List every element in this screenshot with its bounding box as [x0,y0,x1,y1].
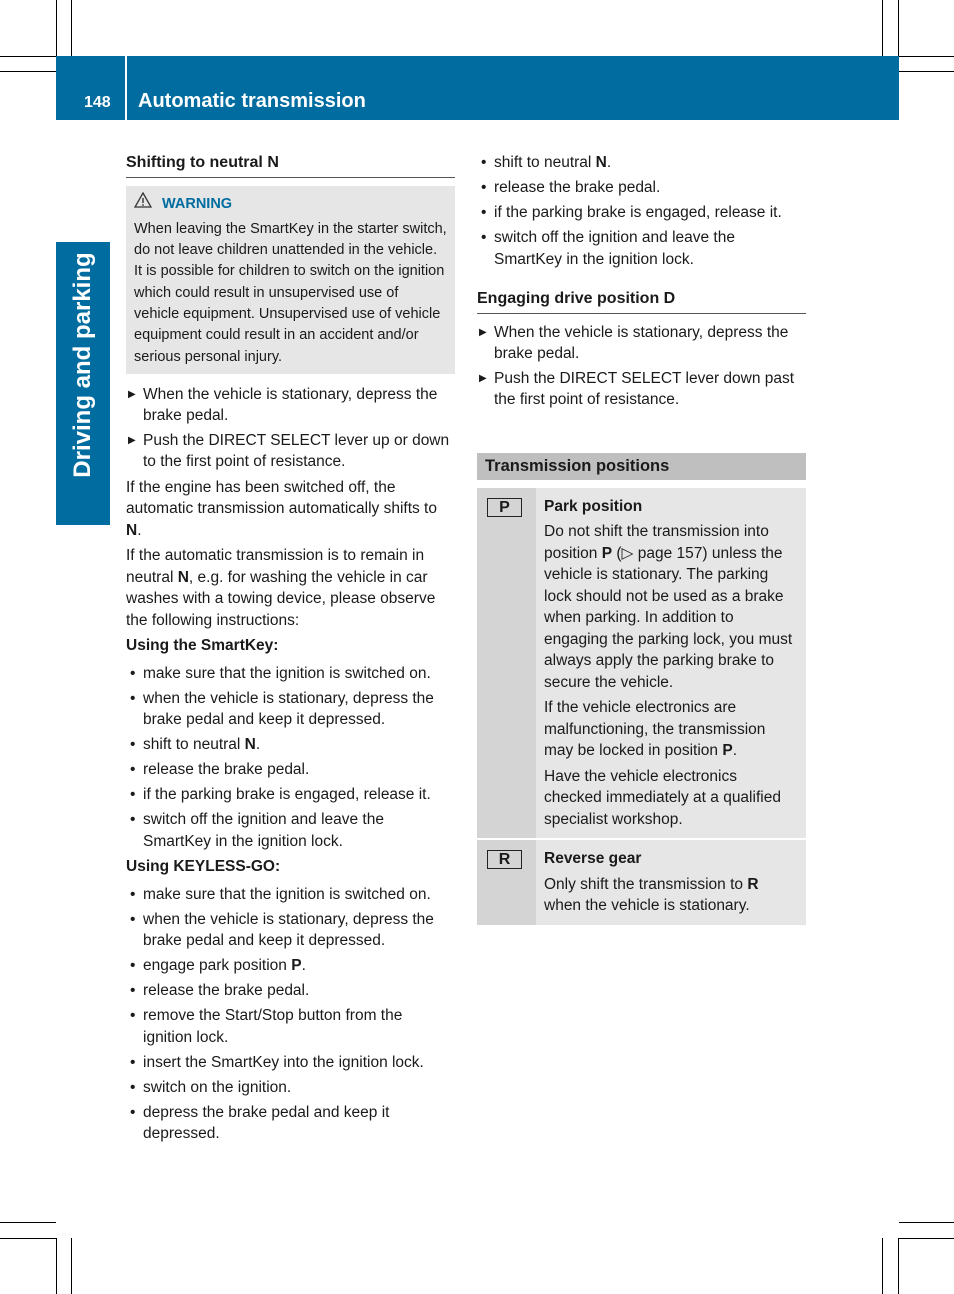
crop-mark [899,1238,954,1239]
paragraph: Do not shift the transmission into position P (▷ page 157) unless the vehicle is stationary. The parking lock should not be used as a brake when parking. In addition to engaging the parking lock, you must always apply the parking brake to secure the vehicle. [544,523,793,691]
list-item: • make sure that the ignition is switched on. [126,663,455,685]
crop-mark [0,1238,56,1239]
crop-mark [899,71,954,72]
crop-mark [898,1238,899,1294]
list-item [126,430,455,473]
gear-symbol-cell [477,488,536,839]
step-text: Push the DIRECT SELECT lever down past the first point of resistance. [494,369,795,408]
step-text: When the vehicle is stationary, depress the brake pedal. [494,323,789,362]
list-item: • depress the brake pedal and keep it depressed. [126,1102,455,1145]
crop-mark [0,71,56,72]
crop-mark [71,0,72,56]
list-item: • if the parking brake is engaged, release it. [477,202,806,224]
crop-mark [899,1222,954,1223]
crop-mark [898,0,899,56]
left-column [126,152,455,1149]
crop-mark [0,56,56,57]
crop-mark [899,56,954,57]
paragraph: Only shift the transmission to R when the vehicle is stationary. [544,875,759,914]
gear-symbol-cell [477,840,536,925]
reverse-symbol: R [487,850,522,869]
table-cell [536,840,806,925]
arrow-right-icon: ▶ [128,434,136,446]
list-item: • engage park position P. [126,955,455,977]
paragraph: If the automatic transmission is to remain in neutral N, e.g. for washing the vehicle in car washes with a towing device, please observe the following instructions: [126,547,436,629]
list-item: • shift to neutral N. [477,152,806,174]
paragraph: If the vehicle electronics are malfunctioning, the transmission may be locked in position P. [544,699,766,759]
bullet-list [126,884,455,1145]
list-item: • shift to neutral N. [126,734,455,756]
right-column [477,152,806,927]
side-tab-label: Driving and parking [69,252,96,478]
list-item [477,368,806,411]
table-cell [536,488,806,839]
table-row [477,840,806,925]
crop-mark [71,1238,72,1294]
list-item: • insert the SmartKey into the ignition lock. [126,1052,455,1074]
list-item: • if the parking brake is engaged, release it. [126,784,455,806]
list-item [126,384,455,427]
arrow-right-icon: ▶ [479,372,487,384]
section-heading: Shifting to neutral N [126,152,455,178]
warning-label: WARNING [162,195,233,212]
arrow-right-icon: ▶ [128,388,136,400]
list-item: • release the brake pedal. [126,759,455,781]
table-heading: Transmission positions [477,453,806,480]
list-item: • switch on the ignition. [126,1077,455,1099]
row-title: Reverse gear [544,850,642,867]
header-divider [125,56,127,120]
crop-mark [882,0,883,56]
list-item: • release the brake pedal. [477,177,806,199]
section-heading: Engaging drive position D [477,288,806,314]
step-text: When the vehicle is stationary, depress the brake pedal. [143,385,438,425]
warning-triangle-icon [134,192,154,215]
subheading: Using the SmartKey: [126,637,279,655]
paragraph: Have the vehicle electronics checked immediately at a qualified specialist workshop. [544,767,781,828]
row-title: Park position [544,497,643,515]
warning-text: When leaving the SmartKey in the starter switch, do not leave children unattended in the vehicle. It is possible for children to switch on the ignition which could result in unsupervised use of vehicle equipment. Unsupervised use of vehicle equipment could result in an accident and/or serious personal injury. [134,220,447,365]
list-item: • release the brake pedal. [126,980,455,1002]
crop-mark [56,0,57,56]
paragraph: If the engine has been switched off, the automatic transmission automatically shifts to N. [126,478,437,539]
list-item: • switch off the ignition and leave the SmartKey in the ignition lock. [126,809,455,852]
crop-mark [0,1222,56,1223]
bullet-list [477,152,806,270]
step-list [477,322,806,411]
crop-mark [882,1238,883,1294]
arrow-right-icon: ▶ [479,326,487,338]
crop-mark [56,1238,57,1294]
bullet-list [126,663,455,853]
list-item: • switch off the ignition and leave the SmartKey in the ignition lock. [477,227,806,270]
subheading: Using KEYLESS-GO: [126,858,281,876]
list-item: • when the vehicle is stationary, depress the brake pedal and keep it depressed. [126,688,455,731]
list-item [477,322,806,365]
warning-box [126,186,455,374]
park-symbol: P [487,498,522,517]
list-item: • make sure that the ignition is switched on. [126,884,455,906]
step-list [126,384,455,473]
list-item: • remove the Start/Stop button from the ignition lock. [126,1005,455,1048]
step-text: Push the DIRECT SELECT lever up or down to the first point of resistance. [143,431,450,471]
table-row [477,488,806,839]
page-number: 148 [84,94,111,111]
list-item: • when the vehicle is stationary, depress the brake pedal and keep it depressed. [126,909,455,952]
chapter-title: Automatic transmission [138,90,366,112]
warning-header [134,192,447,215]
